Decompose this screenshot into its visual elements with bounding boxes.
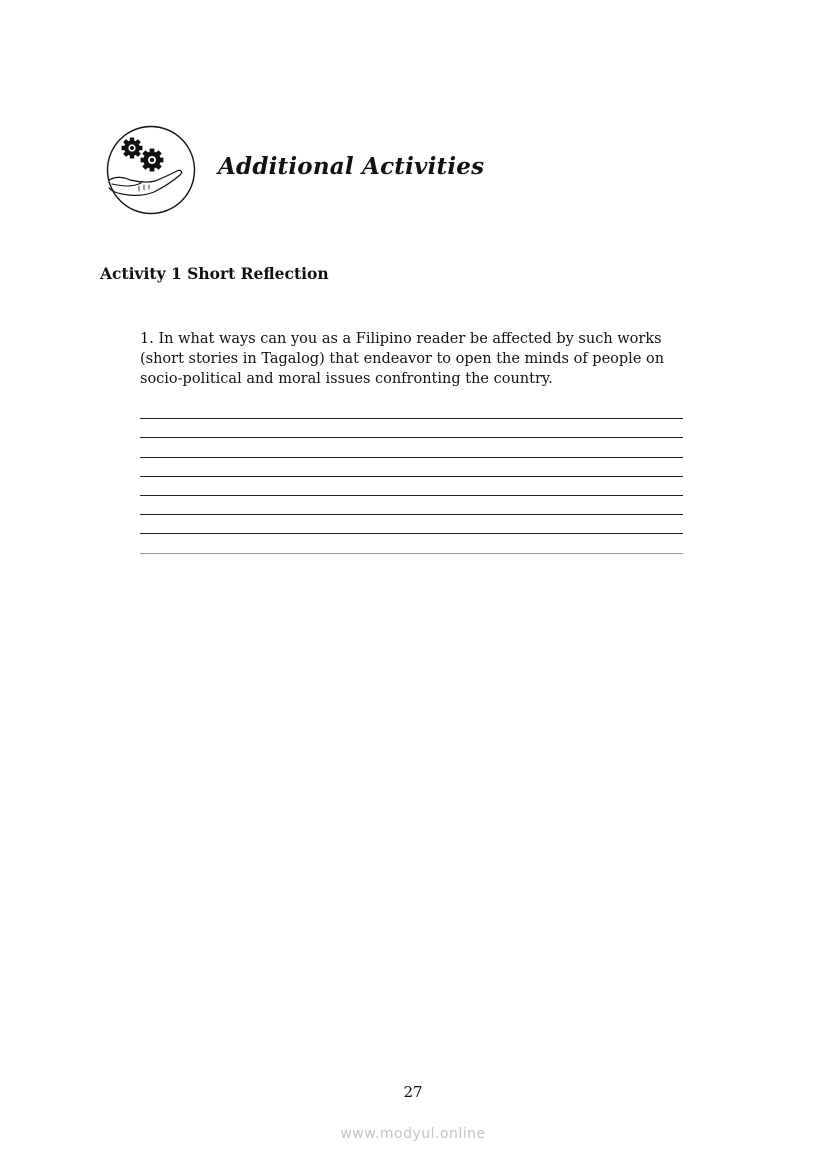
question-text: 1. In what ways can you as a Filipino reader be affected by such works (short stories in Tagalog) that endeavor to open the minds of people on socio-political and moral issues confronting the country.: [140, 331, 665, 387]
activity-heading: Activity 1 Short Reflection: [100, 264, 329, 283]
answer-area[interactable]: [140, 400, 683, 554]
answer-line[interactable]: [140, 534, 683, 553]
page-number: 27: [403, 1083, 423, 1101]
answer-line[interactable]: [140, 477, 683, 496]
answer-line[interactable]: [140, 400, 683, 419]
answer-line[interactable]: [140, 515, 683, 534]
answer-line[interactable]: [140, 438, 683, 457]
answer-line[interactable]: [140, 496, 683, 515]
answer-line[interactable]: [140, 458, 683, 477]
answer-line[interactable]: [140, 419, 683, 438]
gears-on-hand-icon: [106, 125, 196, 215]
page-title: Additional Activities: [218, 153, 485, 180]
watermark: www.modyul.online: [340, 1126, 486, 1142]
